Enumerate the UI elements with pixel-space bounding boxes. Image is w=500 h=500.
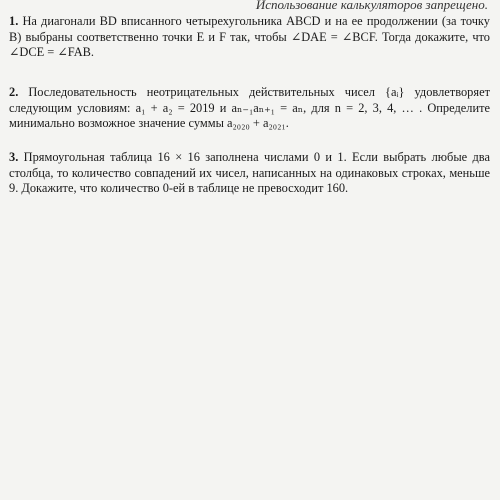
problem-text: Прямоугольная таблица 16 × 16 заполнена числами 0 и 1. Если выбрать любые два столбца, то количество совпадений их чисел, написанных на одинаковых строках, меньше 9. Докажите, что количество 0-ей в таблице не превосходит 160.: [9, 150, 490, 196]
problem-1: [9, 14, 490, 61]
problem-number: 3.: [9, 150, 19, 164]
problem-text: Последовательность неотрицательных действительных чисел {aᵢ} удовлетворяет следующим условиям: a₁ + a₂ = 2019 и aₙ₋₁aₙ₊₁ = aₙ, для n = 2, 3, 4, … . Определите минимально возможное значение суммы a₂₀₂₀ + a₂₀₂₁.: [9, 85, 490, 131]
problem-2: [9, 85, 490, 132]
problem-number: 2.: [9, 85, 19, 99]
calculator-notice: Использование калькуляторов запрещено.: [255, 0, 488, 12]
problem-number: 1.: [9, 14, 19, 28]
problem-3: [9, 150, 490, 197]
problem-text: На диагонали BD вписанного четырехугольника ABCD и на ее продолжении (за точку B) выбраны соответственно точки E и F так, чтобы ∠DAE = ∠BCF. Тогда докажите, что ∠DCE = ∠FAB.: [9, 14, 490, 60]
